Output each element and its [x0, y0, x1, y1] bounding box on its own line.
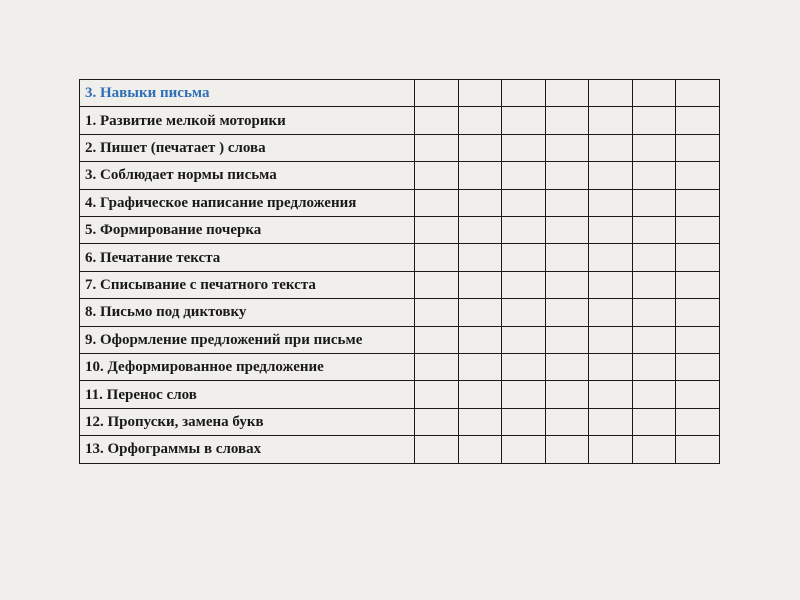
- writing-skills-table: [79, 79, 720, 464]
- mark-cell[interactable]: [676, 299, 720, 326]
- mark-cell[interactable]: [545, 436, 589, 463]
- mark-cell[interactable]: [458, 436, 502, 463]
- mark-cell[interactable]: [415, 107, 459, 134]
- mark-cell[interactable]: [415, 216, 459, 243]
- section-title: 3. Навыки письма: [80, 80, 415, 107]
- mark-cell[interactable]: [676, 162, 720, 189]
- mark-cell[interactable]: [676, 353, 720, 380]
- mark-cell[interactable]: [676, 134, 720, 161]
- mark-cell[interactable]: [458, 271, 502, 298]
- table-row: [80, 244, 720, 271]
- mark-cell[interactable]: [545, 299, 589, 326]
- skill-label: 8. Письмо под диктовку: [80, 299, 415, 326]
- mark-cell[interactable]: [545, 162, 589, 189]
- table-row: [80, 189, 720, 216]
- mark-cell[interactable]: [589, 299, 633, 326]
- mark-cell[interactable]: [458, 107, 502, 134]
- mark-cell[interactable]: [545, 80, 589, 107]
- mark-cell[interactable]: [632, 189, 676, 216]
- mark-cell[interactable]: [458, 134, 502, 161]
- mark-cell[interactable]: [545, 381, 589, 408]
- mark-cell[interactable]: [502, 326, 546, 353]
- table-body: [80, 80, 720, 464]
- mark-cell[interactable]: [545, 189, 589, 216]
- mark-cell[interactable]: [632, 162, 676, 189]
- mark-cell[interactable]: [415, 299, 459, 326]
- mark-cell[interactable]: [415, 381, 459, 408]
- table-row: [80, 134, 720, 161]
- mark-cell[interactable]: [589, 326, 633, 353]
- mark-cell[interactable]: [502, 408, 546, 435]
- mark-cell[interactable]: [415, 271, 459, 298]
- mark-cell[interactable]: [632, 271, 676, 298]
- mark-cell[interactable]: [502, 107, 546, 134]
- mark-cell[interactable]: [632, 436, 676, 463]
- table-row: [80, 381, 720, 408]
- mark-cell[interactable]: [676, 107, 720, 134]
- mark-cell[interactable]: [502, 271, 546, 298]
- mark-cell[interactable]: [502, 436, 546, 463]
- mark-cell[interactable]: [458, 353, 502, 380]
- mark-cell[interactable]: [589, 381, 633, 408]
- mark-cell[interactable]: [676, 189, 720, 216]
- mark-cell[interactable]: [545, 408, 589, 435]
- mark-cell[interactable]: [545, 326, 589, 353]
- mark-cell[interactable]: [545, 244, 589, 271]
- mark-cell[interactable]: [502, 134, 546, 161]
- skill-label: 1. Развитие мелкой моторики: [80, 107, 415, 134]
- mark-cell[interactable]: [589, 436, 633, 463]
- table-row: [80, 107, 720, 134]
- table-header-row: [80, 80, 720, 107]
- mark-cell[interactable]: [545, 134, 589, 161]
- mark-cell[interactable]: [458, 299, 502, 326]
- mark-cell[interactable]: [676, 408, 720, 435]
- mark-cell[interactable]: [632, 80, 676, 107]
- mark-cell[interactable]: [589, 80, 633, 107]
- table-row: [80, 216, 720, 243]
- mark-cell[interactable]: [415, 326, 459, 353]
- table-row: [80, 353, 720, 380]
- mark-cell[interactable]: [632, 326, 676, 353]
- mark-cell[interactable]: [415, 162, 459, 189]
- mark-cell[interactable]: [458, 381, 502, 408]
- table-row: [80, 162, 720, 189]
- mark-cell[interactable]: [415, 189, 459, 216]
- mark-cell[interactable]: [502, 162, 546, 189]
- mark-cell[interactable]: [502, 216, 546, 243]
- mark-cell[interactable]: [676, 271, 720, 298]
- mark-cell[interactable]: [415, 244, 459, 271]
- mark-cell[interactable]: [676, 80, 720, 107]
- mark-cell[interactable]: [415, 80, 459, 107]
- mark-cell[interactable]: [545, 107, 589, 134]
- skill-label: 2. Пишет (печатает ) слова: [80, 134, 415, 161]
- mark-cell[interactable]: [632, 353, 676, 380]
- mark-cell[interactable]: [545, 353, 589, 380]
- skill-label: 12. Пропуски, замена букв: [80, 408, 415, 435]
- mark-cell[interactable]: [589, 244, 633, 271]
- mark-cell[interactable]: [676, 216, 720, 243]
- mark-cell[interactable]: [458, 326, 502, 353]
- mark-cell[interactable]: [632, 216, 676, 243]
- mark-cell[interactable]: [502, 80, 546, 107]
- mark-cell[interactable]: [676, 244, 720, 271]
- mark-cell[interactable]: [589, 134, 633, 161]
- mark-cell[interactable]: [589, 162, 633, 189]
- mark-cell[interactable]: [502, 244, 546, 271]
- mark-cell[interactable]: [458, 408, 502, 435]
- mark-cell[interactable]: [632, 408, 676, 435]
- table-row: [80, 271, 720, 298]
- skill-label: 7. Списывание с печатного текста: [80, 271, 415, 298]
- mark-cell[interactable]: [415, 134, 459, 161]
- mark-cell[interactable]: [632, 244, 676, 271]
- table-row: [80, 326, 720, 353]
- mark-cell[interactable]: [589, 271, 633, 298]
- mark-cell[interactable]: [458, 216, 502, 243]
- mark-cell[interactable]: [632, 299, 676, 326]
- mark-cell[interactable]: [632, 134, 676, 161]
- table-row: [80, 408, 720, 435]
- mark-cell[interactable]: [632, 381, 676, 408]
- skill-label: 5. Формирование почерка: [80, 216, 415, 243]
- mark-cell[interactable]: [458, 189, 502, 216]
- mark-cell[interactable]: [589, 408, 633, 435]
- table-row: [80, 436, 720, 463]
- table-row: [80, 299, 720, 326]
- mark-cell[interactable]: [458, 162, 502, 189]
- mark-cell[interactable]: [415, 408, 459, 435]
- mark-cell[interactable]: [589, 107, 633, 134]
- mark-cell[interactable]: [676, 381, 720, 408]
- mark-cell[interactable]: [676, 436, 720, 463]
- mark-cell[interactable]: [589, 353, 633, 380]
- mark-cell[interactable]: [632, 107, 676, 134]
- mark-cell[interactable]: [545, 271, 589, 298]
- skill-label: 4. Графическое написание предложения: [80, 189, 415, 216]
- mark-cell[interactable]: [502, 189, 546, 216]
- mark-cell[interactable]: [415, 436, 459, 463]
- mark-cell[interactable]: [589, 189, 633, 216]
- skill-label: 9. Оформление предложений при письме: [80, 326, 415, 353]
- mark-cell[interactable]: [458, 80, 502, 107]
- skill-label: 6. Печатание текста: [80, 244, 415, 271]
- mark-cell[interactable]: [676, 326, 720, 353]
- mark-cell[interactable]: [502, 381, 546, 408]
- skill-label: 10. Деформированное предложение: [80, 353, 415, 380]
- skill-label: 3. Соблюдает нормы письма: [80, 162, 415, 189]
- mark-cell[interactable]: [502, 353, 546, 380]
- skill-label: 13. Орфограммы в словах: [80, 436, 415, 463]
- mark-cell[interactable]: [502, 299, 546, 326]
- mark-cell[interactable]: [458, 244, 502, 271]
- mark-cell[interactable]: [589, 216, 633, 243]
- skill-label: 11. Перенос слов: [80, 381, 415, 408]
- mark-cell[interactable]: [415, 353, 459, 380]
- mark-cell[interactable]: [545, 216, 589, 243]
